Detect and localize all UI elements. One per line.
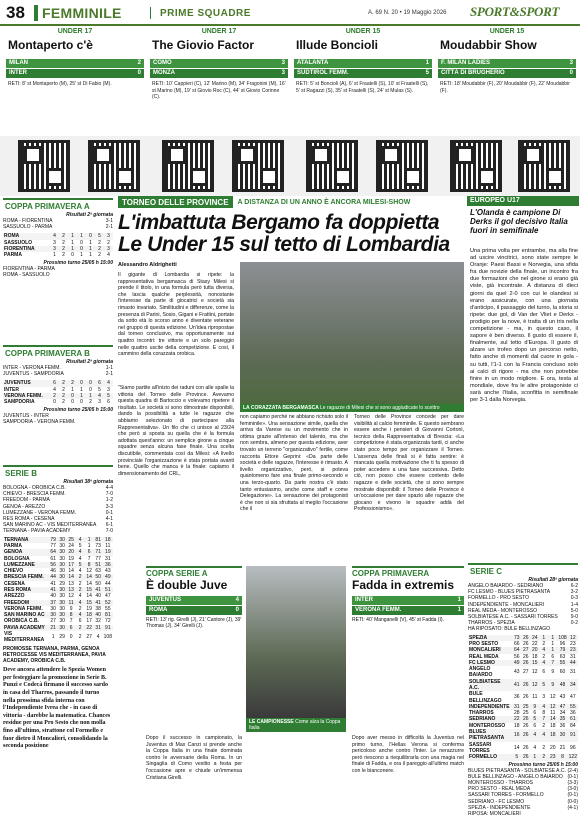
fixture-row: PRO SESTO - REAL MEDA (3-0) bbox=[468, 786, 578, 793]
table-row: INTER 4 2 1 1 0 5 3 bbox=[4, 386, 110, 393]
home-row: JUVENTUS 4 bbox=[146, 596, 242, 605]
results-list bbox=[3, 218, 113, 230]
result-row: TERNANA - PAVIA ACADEMY 7-0 bbox=[3, 528, 113, 535]
away-row: MONZA 3 bbox=[150, 69, 288, 78]
card-scorers: RETI: 5' st Boncioli (A), 6' st Fraatelli (S), 10' st Fraatelli (S), 5' st Ragazzi (S), 35' st Fraatelli (S), 24' st Mulas (S). bbox=[296, 81, 429, 94]
result-row: BOLOGNA - OROBICA C.B. 4-4 bbox=[3, 485, 113, 491]
table-row: RES ROMA 41 30 13 2 15 41 51 bbox=[3, 587, 113, 593]
results-list bbox=[3, 365, 113, 377]
away-row: SÜDTIROL FEMM. 5 bbox=[294, 69, 432, 78]
standings-table bbox=[468, 635, 578, 761]
fixture-row: BULE BELLINZAGO - ANGELO BAIARDO (0-1) bbox=[468, 773, 578, 780]
result-row: INDEPENDIENTE - MONCALIERI 1-4 bbox=[468, 601, 578, 608]
box-title: COPPA PRIMAVERA B bbox=[3, 345, 113, 359]
table-row: TERNANA 79 30 25 4 1 81 18 bbox=[3, 537, 113, 543]
home-row: F. MILAN LADIES 3 bbox=[438, 59, 576, 68]
table-row: SAMPDORIA 0 2 0 0 2 3 6 bbox=[4, 399, 110, 406]
qr-code-icon[interactable] bbox=[450, 140, 502, 192]
round-label: Risultati 2ª giornata bbox=[66, 212, 113, 218]
card-title: Illude Boncioli bbox=[296, 38, 379, 52]
card-scorers: RETI: 18' Moudabbir (F), 20' Moudabbir (F), 22' Moudabbir (F). bbox=[440, 81, 570, 94]
box-headline: Fadda in extremis bbox=[352, 578, 455, 592]
fixture-row: SEDRIANO - FC LESMO (0-0) bbox=[468, 798, 578, 805]
box-scorers: RETI: 13' rig. Girelli (J), 21' Cantore (J), 39' Thomas (J), 34' Girelli (J). bbox=[146, 617, 242, 630]
table-row: SEDRIANO 22 26 5 7 14 35 61 bbox=[468, 716, 578, 722]
home-row: MILAN 2 bbox=[6, 59, 144, 68]
table-row: PARMA 77 30 24 5 1 73 11 bbox=[4, 542, 111, 549]
table-row: REAL MEDA 56 26 18 2 6 63 31 bbox=[469, 653, 576, 660]
result-row: SOLBIATESE A.C. - SASSARI TORRES 9-0 bbox=[468, 614, 578, 621]
result-row: FC LESMO - BLUES PIETRASANTA 3-2 bbox=[468, 589, 578, 596]
header-divider-2 bbox=[150, 7, 151, 19]
promotion-note: PROMOSSE TERNANA, PARMA, GENOA RETROCESSE VIS MEDITERRANEA, PAVIA ACADEMY, OROBICA C.B. bbox=[3, 645, 106, 665]
box-text: Dopo il successo in campionato, la Juventus di Max Canzi si prende anche la Coppa Italia in una finale dominata contro le avversarie della Roma. In un Singaglia di Como vestito a festa per l'occasione apre e chiude un'immensa Cristiana Girelli. bbox=[146, 735, 242, 781]
match-card-4 bbox=[438, 28, 576, 136]
page-number: 38 bbox=[6, 3, 25, 22]
article-text: Il gigante di Lombardia si ripete: la rappresentativa bergamasca di Stasy Milesi si prende il titolo, in una formula però tutta diversa, che lascia qualche perplessità, nonostante l'interesse da parte di giocatrici e società sia rimasto invariato. Similitudini e differenze, come la presenza di Parini, Sosio, Gigani e Frattini, portate da sotto età lo scorso anno e diventate veterane nel gruppo di questa edizione. Un'idea ripropostae dal torneo conclusivo, ma opportunamente sui quattro incontri: tre vittorie e un solo pareggio nelle quattro uscite della competizione. E così, il cammino della corazzata orobica. bbox=[118, 272, 234, 358]
qr-code-icon[interactable] bbox=[518, 140, 570, 192]
serie-c-box bbox=[468, 563, 578, 817]
results-list bbox=[468, 583, 578, 633]
standings-table bbox=[3, 380, 113, 405]
result-row: GENOA - AREZZO 3-3 bbox=[3, 503, 113, 510]
card-title: The Giovio Factor bbox=[152, 38, 255, 52]
standings-table bbox=[3, 537, 113, 644]
match-card-3 bbox=[294, 28, 432, 136]
table-row: ANGELO BAIARDO 43 27 12 6 9 60 31 bbox=[469, 666, 576, 679]
table-row: FC LESMO 49 26 15 4 7 55 44 bbox=[468, 660, 578, 666]
next-round-label: Prossimo turno 25/05 h 15:00 bbox=[508, 761, 578, 768]
header-divider bbox=[34, 5, 38, 21]
result-row: RES ROMA - CESENA 4-1 bbox=[3, 516, 113, 523]
away-row: INTER 0 bbox=[6, 69, 144, 78]
fixture-row: MONTEROSSO - THARROS (3-3) bbox=[468, 779, 578, 786]
card-title: Montaperto c'è bbox=[8, 38, 93, 52]
table-row: SPEZIA 73 26 24 1 1 108 12 bbox=[468, 635, 578, 641]
box-scorers: RETI: 40' Manganelli (V), 45' st Fadda (I). bbox=[352, 617, 444, 623]
result-row: THARROS - SPEZIA 0-2 bbox=[468, 620, 578, 627]
round-label: Risultati 28ª giornata bbox=[528, 577, 578, 583]
result-row: SAN MARINO AC - VIS MEDITERRANEA 6-1 bbox=[3, 522, 113, 529]
table-row: LUMEZZANE 56 30 17 5 8 51 36 bbox=[3, 562, 113, 568]
result-row: FREEDOM - PARMA 1-2 bbox=[3, 497, 113, 504]
box-title: COPPA SERIE A bbox=[146, 566, 242, 576]
article-col-3 bbox=[240, 414, 348, 513]
coppa-primavera-box bbox=[352, 566, 464, 623]
table-row: BOLOGNA 61 30 19 4 7 77 31 bbox=[4, 555, 111, 562]
article-headline: L'imbattuta Bergamo fa doppietta Le Under 15 sul tetto di Lombardia bbox=[118, 211, 450, 256]
table-row: FORMELLO 5 26 1 2 23 8 122 bbox=[469, 754, 577, 761]
box-title: SERIE B bbox=[3, 465, 113, 479]
issue-date: A. 69 N. 20 • 19 Maggio 2026 bbox=[368, 10, 447, 16]
result-row: JUVENTUS - SAMPDORIA 2-1 bbox=[3, 371, 113, 378]
table-row: BLUES PIETRASANTA 16 26 4 4 18 30 91 bbox=[468, 729, 578, 742]
kicker-subtitle: A DISTANZA DI UN ANNO È ANCORA MILESI-SHOW bbox=[237, 199, 411, 206]
coppa-primavera-text bbox=[352, 735, 464, 775]
table-row: PARMA 1 2 0 1 1 2 4 bbox=[4, 252, 110, 259]
table-row: MONTEROSSO 18 26 6 2 18 36 84 bbox=[469, 722, 576, 729]
home-row: COMO 3 bbox=[150, 59, 288, 68]
kicker-tag: TORNEO DELLE PROVINCE bbox=[118, 196, 233, 208]
box-headline: È double Juve bbox=[146, 578, 228, 592]
fixtures-list bbox=[3, 413, 113, 425]
table-row: BULE BELLINZAGO 36 26 11 3 12 43 47 bbox=[469, 691, 576, 704]
photo-caption: LA CORAZZATA BERGAMASCA Le ragazze di Milesi che si sono aggiudicate lo scettro bbox=[240, 404, 464, 412]
trophy-photo bbox=[246, 566, 346, 718]
qr-code-icon[interactable] bbox=[18, 140, 70, 192]
article-col-1 bbox=[118, 262, 234, 358]
subsection-title: PRIME SQUADRE bbox=[160, 8, 251, 19]
table-row: GENOA 64 30 20 4 6 71 19 bbox=[3, 549, 113, 555]
qr-code-icon[interactable] bbox=[376, 140, 428, 192]
coppa-serie-a-text bbox=[146, 735, 242, 781]
away-row: VERONA FEMM. 1 bbox=[352, 606, 464, 615]
table-row: AREZZO 40 30 12 4 14 40 47 bbox=[4, 593, 111, 600]
box-text: Dopo aver messo in difficoltà la Juventus nel primo turno, l'Hellas Verona si conferma pericoloso anche contro l'Inter. Le nerazzurre però riescono a riequilibrarla con una magia nel finale di Fadda, e ora il pareggio all'ultimo match con le bianconere. bbox=[352, 735, 464, 774]
europeo-headline: L'Olanda è campione Di Derks il gol decisivo Italia fuori in semifinale bbox=[470, 208, 568, 235]
qr-code-icon[interactable] bbox=[88, 140, 140, 192]
coppa-primavera-b-box bbox=[3, 345, 113, 425]
card-scorers: RETI: 8' st Montaperto (M), 25' st Di Fabio (M). bbox=[8, 81, 112, 87]
table-row: VERONA FEMM. 30 30 9 2 19 38 55 bbox=[4, 605, 111, 612]
table-row: SASSUOLO 3 2 1 0 1 2 2 bbox=[4, 239, 110, 246]
standings-table bbox=[3, 233, 113, 258]
table-row: SASSARI TORRES 14 26 4 2 20 21 96 bbox=[469, 741, 576, 754]
home-row: INTER 1 bbox=[352, 596, 464, 605]
article-col-4 bbox=[354, 414, 464, 513]
table-row: SAN MARINO AC 30 30 8 4 18 40 81 bbox=[3, 612, 113, 618]
fixture-row: ROMA - SASSUOLO bbox=[3, 271, 50, 278]
serie-b-box bbox=[3, 465, 113, 751]
box-title: COPPA PRIMAVERA bbox=[352, 566, 464, 576]
article-author: Alessandro Aldrighetti bbox=[118, 262, 177, 268]
coppa-primavera-a-box bbox=[3, 198, 113, 278]
serie-b-text: Deve ancora attendere lo Spezia Women per festeggiare la promozione in Serie B. Punzi e Codecà firmano il successo sardo in casa del Tharros, passando il turno nella prossima sfida interna con l'Independiente Ivrea che - in caso di vittoria - darebbe la matematica. Chances residue per una Pro Sesto che non molla fino all'ultimo, strattone col Formello e fuor dietro il Moncalieri, consolidando la seconda posizione bbox=[3, 667, 111, 750]
coppa-serie-a-box bbox=[146, 566, 242, 629]
card-title: Moudabbir Show bbox=[440, 38, 537, 52]
table-row: PAVIA ACADEMY 21 30 6 2 22 31 91 bbox=[3, 625, 113, 631]
fixture-row: SASSARI TORRES - FORMELLO (0-1) bbox=[468, 792, 578, 799]
table-row: VIS MEDITERRANEA 1 29 0 2 27 4 108 bbox=[4, 631, 112, 644]
table-row: CESENA 41 29 13 2 14 50 44 bbox=[4, 580, 111, 587]
round-label: Risultati 2ª giornata bbox=[66, 359, 113, 365]
result-row: INTER - VERONA FEMM. 1-1 bbox=[3, 365, 113, 371]
home-row: ATALANTA 1 bbox=[294, 59, 432, 68]
result-row: ANGELO BAIARDO - SEDRIANO 6-2 bbox=[468, 583, 578, 589]
table-row: SOLBIATESE A.C. 41 26 12 5 9 48 34 bbox=[468, 679, 578, 692]
card-scorers: RETI: 10' Cappieri (C), 12' Marino (M), 34' Fragonini (M), 16' st Marino (M), 19' st Giovio Roc (C), 44' st Giovio Corinne (C). bbox=[152, 81, 286, 100]
table-row: BRESCIA FEMM. 44 30 14 2 14 50 49 bbox=[3, 574, 113, 580]
box-title: COPPA PRIMAVERA A bbox=[3, 198, 113, 212]
qr-code-icon[interactable] bbox=[232, 140, 284, 192]
fixture-row: RIPOSA: MONCALIERI bbox=[468, 810, 521, 817]
card-label: UNDER 17 bbox=[201, 28, 237, 35]
result-row: FORMELLO - PRO SESTO 0-3 bbox=[468, 595, 578, 602]
table-row: FIORENTINA 3 2 1 0 1 2 3 bbox=[3, 246, 113, 252]
fixture-row: FIORENTINA - PARMA bbox=[3, 265, 55, 272]
europeo-head: EUROPEO U17 bbox=[467, 196, 579, 206]
next-round-label: Prossimo turno 25/05 h 15:00 bbox=[43, 406, 113, 413]
brand-logo: SPORT&SPORT bbox=[470, 4, 560, 19]
europeo-text: Una prima volta per entrambe, ma alla fine ad uscire vincitrici, sono state sempre le Oranje: Paesi Bassi e Norvegia, una sfida fra due novizie della finale, un incontro fra due formazioni che nel girone si erano già viste, già incontrate. A distanza di dieci giorni da quel 2-0 con cui le olandesi si erano assicurate, con una giornata d'anticipo, il passaggio del turno, la storia si ripete: due gol, di Van der Vliet e Derks - prodigio per la nove, è tratta di un tris nella competizione - ma, in questo caso, il sapore è ben diverso. Il gusto di essere il, finalmente, sul tetto d'Europa. Il gusto di alzare un trofeo dopo un percorso netto, fatto anche di momenti dal cuore in gola - su tutti, l'1-1 con la Francia concluso solo ai calci di rigore - ma che non potrebbe finire in un modo migliore. E ora, testa al mondiale, dove fra le altre protagoniste ci sarà anche l'Italia, sconfitta in semifinale per 3-1 dalla Norvegia. bbox=[470, 248, 578, 403]
results-list bbox=[3, 485, 113, 535]
card-label: UNDER 15 bbox=[489, 28, 525, 35]
fixture-row: SAMPDORIA - VERONA FEMM. bbox=[3, 418, 76, 425]
table-row: THARROS 28 25 6 8 11 34 36 bbox=[469, 710, 576, 717]
fixtures-list bbox=[468, 768, 578, 817]
result-row: ROMA - FIORENTINA 3-1 bbox=[3, 218, 113, 224]
table-row: CHIEVO 46 30 14 4 12 63 43 bbox=[4, 568, 111, 575]
result-row: CHIEVO - BRESCIA FEMM. 7-0 bbox=[3, 491, 113, 498]
fixture-row: SPEZIA - INDEPENDIENTE (4-1) bbox=[468, 804, 578, 811]
article-kicker bbox=[118, 196, 464, 208]
article-text: Torneo delle Province concede per dare visibilità al calcio femminile. E questo sembrano essere anche i pensieri di Giovanni Cortoni, tecnico della Rappresentativa di Brescia: «La competizione è stata organizzata tardi, ci anche stato poco tempo per organizzare il Torneo. L'assenza delle finali si è fatta sentire: è mancata quella motivazione che ti fa spesso di poter accedere a una fase successiva. Detto ciò, non posso che essere contento delle ragazze e delle società, che si sono sempre mostrate disponibili: il Torneo delle Province è un'occasione per dare spazio alle ragazze che giocano e vivono le squadre addà del Professionismo». bbox=[354, 414, 464, 513]
fixture-row: BLUES PIETRASANTA - SOLBIATESE A.C. (2-4) bbox=[468, 767, 578, 774]
table-row: ROMA 4 2 1 1 0 5 3 bbox=[3, 233, 113, 239]
table-row: VERONA FEMM. 2 2 0 1 1 4 5 bbox=[3, 393, 113, 399]
result-row: REAL MEDA - MONTEROSSO 5-0 bbox=[468, 607, 578, 614]
qr-code-icon[interactable] bbox=[162, 140, 214, 192]
result-row: SASSUOLO - PARMA 2-1 bbox=[3, 224, 113, 231]
table-row: INDEPENDIENTE 31 25 9 4 12 47 55 bbox=[468, 704, 578, 710]
article-text: "Siamo partite all'inizio dei raduni con alle spalle la vittoria del Torneo delle Province. Avevamo questa quadra di Bartoccio e volevamo ripetere il risultato. Le società si sono dimostrate disponibili, dando la possibilità a tutte le ragazze che abbiamo selezionato di partecipare alla Rappresentativa». Un filo che ci unisce al 23/24 che però si sposta su quella che è la formula adottata quest'anno: un semplice girone a cinque squadre senza alcuna fase finale. Una scelta discutibile, commentata così da Milesi: «A livello provinciale l'organizzazione è stata portata avanti bene. Quello che manca è la finale: capiamo il dimensionamento del CRL, bbox=[118, 385, 234, 477]
fixtures-list bbox=[3, 266, 113, 278]
photo-caption: LE CAMPIONESSE Come alza la Coppa Italia bbox=[246, 718, 346, 732]
match-card-1 bbox=[6, 28, 144, 136]
qr-code-icon[interactable] bbox=[306, 140, 358, 192]
table-row: MONCALIERI 64 27 20 4 1 79 23 bbox=[468, 647, 578, 653]
table-row: FREEDOM 37 30 11 4 15 41 52 bbox=[3, 600, 113, 606]
round-label: Risultati 38ª giornata bbox=[63, 479, 113, 485]
table-row: PRO SESTO 66 26 22 2 1 96 23 bbox=[469, 640, 576, 647]
article-text: non capiamo perché ne abbiano richiuto solo il femminile». Una sensazione simile, quella che arriva da Varese su un movimento che in ottima grazie all'intenso del talento, ma che non sembra, almeno per questa edizione, aver trovato un terreno "organizzativo" fertile, come racconta Ettore Geprini: «Da parte delle società e delle ragazze, l'interesse è rimasto. A livello organizzativo, però, si poteva quantomeno fare una finale primo-secondo e una terzo-quarto. Da parte nostra c'è stato tanto entusiasmo, anche come staff e come Delegazione». La sensazione dei protagonisti è che non si sia sfruttata al meglio l'occasione che il bbox=[240, 414, 348, 513]
result-row: HA RIPOSATO: BULE BELLINZAGO bbox=[468, 626, 551, 633]
result-row: LUMEZZANE - VERONA FEMM. 0-1 bbox=[3, 509, 113, 516]
card-label: UNDER 15 bbox=[345, 28, 381, 35]
table-row: JUVENTUS 6 2 2 0 0 6 4 bbox=[3, 380, 113, 386]
team-photo bbox=[240, 262, 464, 404]
match-card-2 bbox=[150, 28, 288, 136]
box-title: SERIE C bbox=[468, 563, 578, 577]
away-row: CITTÀ DI BRUGHERIO 0 bbox=[438, 69, 576, 78]
fixture-row: JUVENTUS - INTER bbox=[3, 412, 49, 419]
table-row: OROBICA C.B. 27 30 7 6 17 32 72 bbox=[4, 618, 111, 625]
section-title: FEMMINILE bbox=[42, 5, 122, 21]
europeo-text-box bbox=[470, 248, 578, 404]
article-col-1b bbox=[118, 385, 234, 477]
card-label: UNDER 17 bbox=[57, 28, 93, 35]
next-round-label: Prossimo turno 25/05 h 15:00 bbox=[43, 259, 113, 266]
away-row: ROMA 0 bbox=[146, 606, 242, 615]
